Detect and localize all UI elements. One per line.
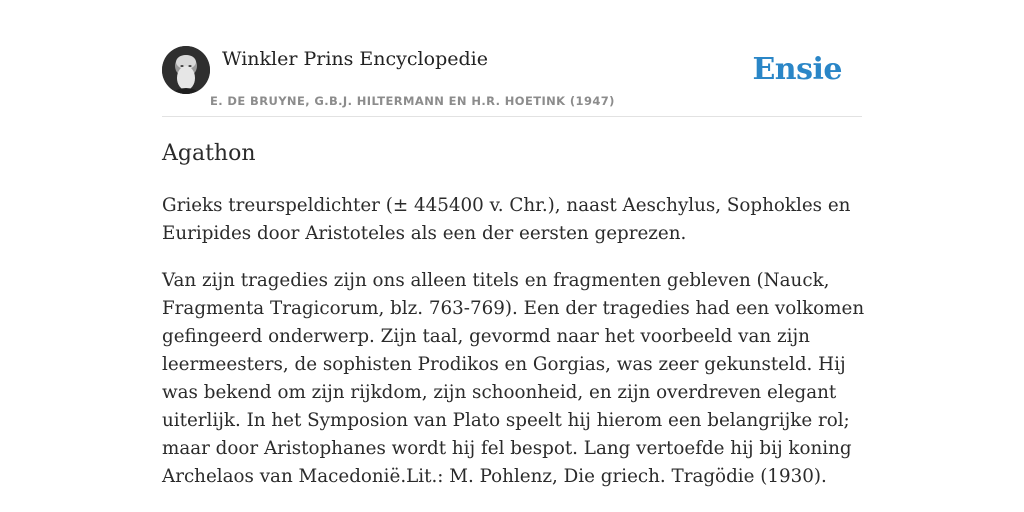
paragraph: Grieks treurspeldichter (± 445400 v. Chr.), naast Aeschylus, Sophokles en Euripides door Aristoteles als een der eersten geprezen. [162, 195, 851, 244]
ensie-logo[interactable]: Ensie [752, 52, 842, 87]
portrait-icon [162, 46, 210, 94]
article-body [162, 192, 867, 510]
paragraph: Van zijn tragedies zijn ons alleen titels en fragmenten gebleven (Nauck, Fragmenta Tragicorum, blz. 763-769). Een der tragedies had een volkomen gefingeerd onderwerp. Zijn taal, gevormd naar het voorbeeld van zijn leermeesters, de sophisten Prodikos en Gorgias, was zeer gekunsteld. Hij was bekend om zijn rijkdom, zijn schoonheid, en zijn overdreven elegant uiterlijk. In het Symposion van Plato speelt hij hierom een belangrijke rol; maar door Aristophanes wordt hij fel bespot. Lang vertoefde hij bij koning Archelaos van Macedonië.Lit.: M. Pohlenz, Die griech. Tragödie (1930). [162, 270, 865, 487]
source-header [162, 40, 862, 117]
source-title[interactable]: Winkler Prins Encyclopedie [222, 48, 488, 70]
article-title: Agathon [162, 141, 256, 166]
author-avatar[interactable] [162, 46, 210, 94]
source-authors: E. DE BRUYNE, G.B.J. HILTERMANN EN H.R. HOETINK (1947) [210, 94, 615, 108]
